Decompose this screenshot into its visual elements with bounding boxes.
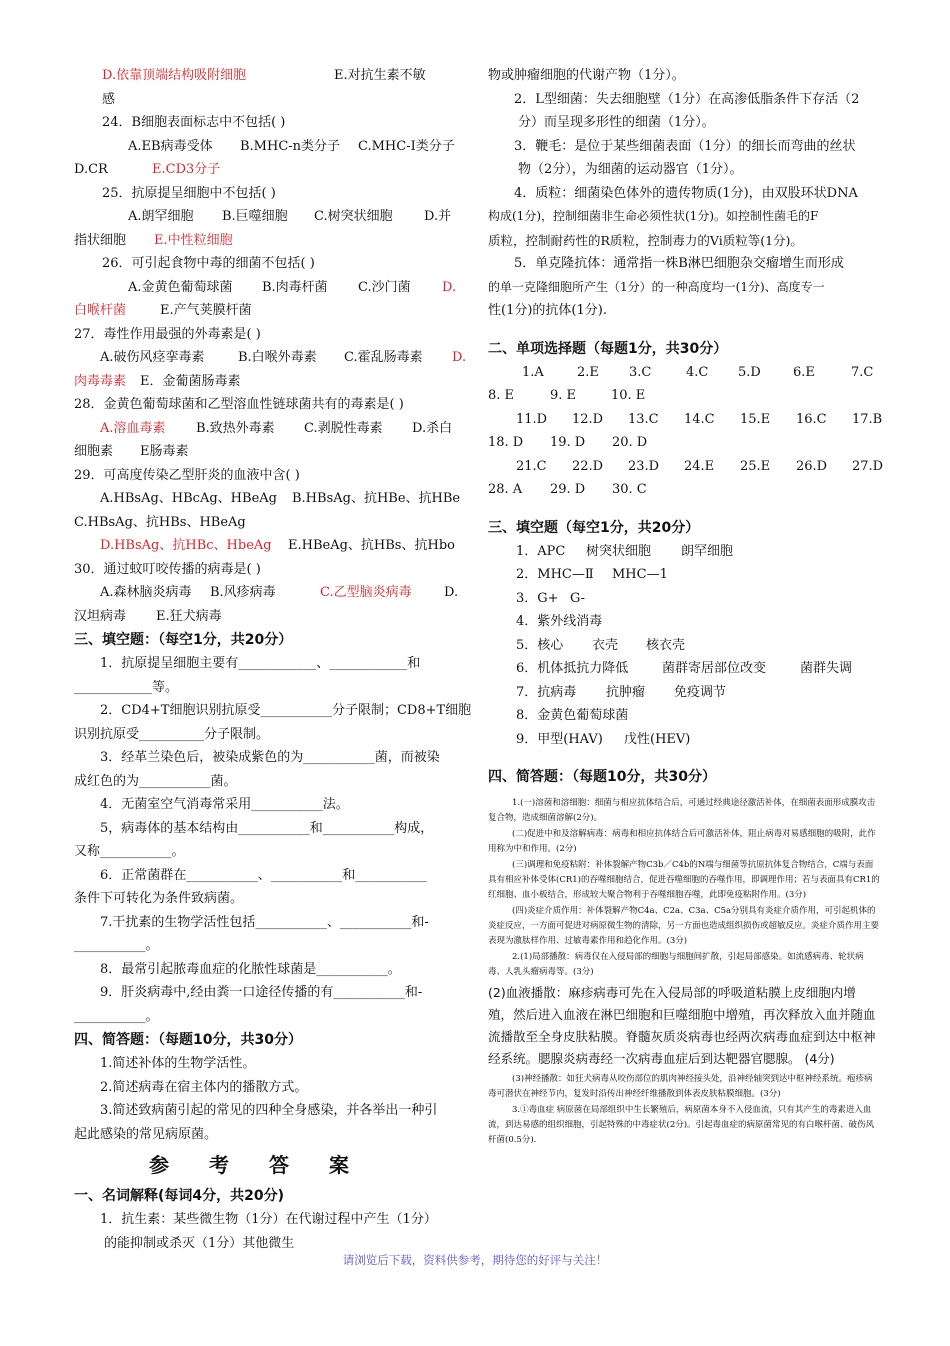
short-question: 1.简述补体的生物学活性。 <box>100 1056 256 1071</box>
fill-line: 4．无菌室空气消毒常采用___________法。 <box>100 797 349 812</box>
short-answer-paragraph: 2.(1)局部播散：病毒仅在入侵局部的细胞与细胞间扩散，引起局部感染。如流感病毒、轮状病毒、人乳头瘤病毒等。(3分) <box>488 952 864 977</box>
fill-answer-row <box>488 563 880 587</box>
q30-option-c: C.乙型脑炎病毒 <box>320 585 412 600</box>
q26-option-d-cont: 白喉杆菌 <box>74 303 127 318</box>
q26-stem: 26．可引起食物中毒的细菌不包括( ) <box>102 256 315 271</box>
fill-answer: 树突状细胞 <box>586 543 652 559</box>
q23-option-d: D.依靠顶端结构吸附细胞 <box>102 68 247 83</box>
fill-line: 3．经革兰染色后，被染成紫色的为___________菌，而被染 <box>100 750 440 765</box>
fill-answer-row <box>488 681 880 705</box>
q28-options <box>74 417 464 441</box>
mc-answer: 1.A <box>522 364 544 380</box>
footer-note: 请浏览后下载，资料供参考，期待您的好评与关注！ <box>342 1253 608 1267</box>
fill-line: 8．最常引起脓毒血症的化脓性球菌是___________。 <box>100 961 401 977</box>
mc-answer: 2.E <box>577 364 599 380</box>
mc-answer: 23.D <box>628 458 660 474</box>
mc-answer: 30. C <box>612 482 647 497</box>
fill-answer: MHC—1 <box>612 567 668 582</box>
left-column <box>74 64 472 1255</box>
q29-option-a: A.HBsAg、HBcAg、HBeAg <box>100 491 277 506</box>
fill-line: 2．CD4+T细胞识别抗原受___________分子限制；CD8+T细胞 <box>100 703 472 718</box>
fill-line: ___________。 <box>74 938 159 953</box>
short-answer-paragraph: 3.①毒血症 病原菌在局部组织中生长繁殖后，病原菌本身不入侵血流，只有其产生的毒素进入血流，到达易感的组织细胞，引起特殊的中毒症状(2分)。引起毒血症的病原菌常见的有白喉杆菌、破伤风杆菌(0.5分). <box>488 1105 875 1145</box>
q26-option-c: C.沙门菌 <box>358 279 411 295</box>
answer-term-section-title: 一、名词解释(每词4分，共20分) <box>74 1188 285 1204</box>
fill-answer: 8．金黄色葡萄球菌 <box>516 708 629 723</box>
answer-term-line: 1．抗生素：某些微生物（1分）在代谢过程中产生（1分） <box>100 1212 437 1227</box>
q26-option-e: E.产气荚膜杆菌 <box>160 303 252 318</box>
fill-line: 条件下可转化为条件致病菌。 <box>74 891 244 906</box>
mc-answer: 21.C <box>516 458 547 474</box>
answer-term-line: 3．鞭毛：是位于某些细菌表面（1分）的细长而弯曲的丝状 <box>514 138 856 154</box>
fill-answer: 戊性(HEV) <box>624 731 691 747</box>
short-answer-paragraph: (二)促进中和及溶解病毒：病毒和相应抗体结合后可激活补体，阻止病毒对易感细胞的吸附，此作用称为中和作用。(2分) <box>488 829 876 854</box>
fill-answer-row <box>488 728 880 752</box>
q25-option-b: B.巨噬细胞 <box>222 209 288 224</box>
q30-option-b: B.风疹病毒 <box>210 585 276 600</box>
q24-options-2 <box>74 158 464 182</box>
mc-answer-row <box>488 431 880 455</box>
short-answer-paragraph: (三)调理和免疫粘附：补体裂解产物C3b／C4b的N端与细菌等抗原抗体复合物结合，C端与表面具有相应补体受体(CR1)的吞噬细胞结合，促进吞噬细胞的吞噬作用，即调理作用；若与表面具有CR1的红细胞、血小板结合，形成较大聚合物利于吞噬细胞吞噬，此即免疫粘附作用。(3分) <box>488 860 880 900</box>
mc-answer-row <box>488 455 884 479</box>
q28-option-e: E肠毒素 <box>140 444 189 459</box>
q25-option-a: A.朗罕细胞 <box>128 209 194 224</box>
q24-option-d: D.CR <box>74 162 108 177</box>
q28-option-d: D.杀白 <box>412 420 453 436</box>
mc-answer: 17.B <box>852 411 883 427</box>
fill-answer: 1．APC <box>516 543 566 559</box>
fill-answer-row <box>488 657 880 681</box>
mc-answer: 14.C <box>684 411 715 427</box>
mc-answer: 19. D <box>550 435 586 450</box>
q25-option-d: D.并 <box>424 209 452 224</box>
q29-stem: 29．可高度传染乙型肝炎的血液中含( ) <box>74 467 300 483</box>
q28-stem: 28．金黄色葡萄球菌和乙型溶血性链球菌共有的毒素是( ) <box>74 397 404 412</box>
q29-options <box>74 487 464 511</box>
fill-answer: 3．G+ <box>516 590 559 606</box>
q28-option-a: A.溶血毒素 <box>100 420 166 436</box>
fill-answer: 衣壳 <box>592 637 619 653</box>
short-answer-key-title: 四、简答题：（每题10分，共30分） <box>488 769 716 785</box>
fill-answer: 菌群失调 <box>800 661 853 676</box>
q24-options <box>74 135 464 159</box>
q28-option-d-cont: 细胞素 <box>74 444 114 459</box>
fill-answer: 2．MHC—Ⅱ <box>516 567 594 582</box>
mc-answer: 11.D <box>516 411 548 427</box>
mc-answer: 10. E <box>611 388 646 403</box>
mc-answer: 7.C <box>851 364 874 380</box>
answer-term-line: 分）而呈现多形性的细菌（1分）。 <box>518 115 715 130</box>
fill-section-title: 三、填空题：（每空1分，共20分） <box>74 632 293 648</box>
fill-answer-row <box>488 540 880 564</box>
q23-option-e: E.对抗生素不敏 <box>334 68 426 83</box>
short-answer-paragraph-large: (2)血液播散：麻疹病毒可先在入侵局部的呼吸道粘膜上皮细胞内增殖，然后进入血液在淋巴细胞和巨噬细胞中增殖，再次释放入血并随血流播散至全身皮肤粘膜。脊髓灰质炎病毒也经两次病毒血症到达中枢神经系统。腮腺炎病毒经一次病毒血症后到达靶器官腮腺。 (4分) <box>488 985 876 1066</box>
mc-answer: 28. A <box>488 482 523 497</box>
mc-answer: 29. D <box>550 482 586 497</box>
short-answer-paragraph: 1.(一)溶菌和溶细胞：细菌与相应抗体结合后，可通过经典途径激活补体，在细菌表面形成膜攻击复合物，造成细菌溶解(2分)。 <box>488 798 876 823</box>
q26-option-d: D. <box>442 279 457 295</box>
q24-stem: 24．B细胞表面标志中不包括( ) <box>102 115 286 130</box>
q30-option-e: E.狂犬病毒 <box>156 608 222 624</box>
answer-key-title: 参考答案 <box>149 1153 389 1177</box>
answer-term-line: 性(1分)的抗体(1分). <box>488 303 607 318</box>
mc-answer: 26.D <box>796 458 828 474</box>
fill-answer: 5．核心 <box>516 637 564 653</box>
q29-option-e: E.HBeAg、抗HBs、抗Hbo <box>288 538 455 553</box>
short-answer-paragraph: (四)炎症介质作用：补体裂解产物C4a、C2a、C3a、C5a分别具有炎症介质作用，可引起机体的炎症反应，一方面可促进对病原微生物的清除，另一方面也造成组织损伤或超敏反应。炎症介质作用主要表现为激肽样作用、过敏毒素作用和趋化作用。(3分) <box>488 906 880 946</box>
mc-answer-row <box>488 478 880 502</box>
fill-line: 1．抗原提呈细胞主要有____________、____________和 <box>100 656 421 671</box>
mc-answer-section-title: 二、单项选择题（每题1分，共30分） <box>488 340 728 357</box>
mc-answer: 12.D <box>572 411 604 427</box>
q25-stem: 25．抗原提呈细胞中不包括( ) <box>102 185 276 201</box>
right-column <box>488 64 884 1149</box>
fill-answer-row <box>488 634 880 658</box>
q29-option-c: C.HBsAg、抗HBs、HBeAg <box>74 514 246 530</box>
fill-answer: 抗肿瘤 <box>606 684 646 700</box>
mc-answer: 4.C <box>686 364 709 380</box>
q30-stem: 30．通过蚊叮咬传播的病毒是( ) <box>74 561 261 577</box>
fill-line: ___________。 <box>74 1008 159 1024</box>
q25-option-c: C.树突状细胞 <box>314 209 393 224</box>
fill-line: 9．肝炎病毒中,经由粪一口途径传播的有___________和- <box>100 985 423 1000</box>
short-question: 3.简述致病菌引起的常见的四种全身感染，并各举出一种引 <box>100 1103 438 1118</box>
mc-answer: 15.E <box>740 411 771 427</box>
short-answer-paragraph: (3)神经播散：如狂犬病毒从咬伤部位的肌肉神经接头处，沿神经轴突到达中枢神经系统。疱疹病毒可潜伏在神经节内，复发时沿传出神经纤维播散到体表皮肤粘膜细胞。(3分) <box>488 1074 873 1099</box>
fill-line: 7.干扰素的生物学活性包括___________、___________和- <box>100 914 429 930</box>
q27-option-b: B.白喉外毒素 <box>238 350 317 365</box>
q30-option-a: A.森林脑炎病毒 <box>100 585 192 600</box>
fill-line: ____________等。 <box>74 679 179 695</box>
mc-answer: 13.C <box>628 411 659 427</box>
fill-answer: 9．甲型(HAV) <box>516 731 603 747</box>
q24-option-e: E.CD3分子 <box>152 162 221 177</box>
q26-options <box>74 276 464 300</box>
fill-line: 成红色的为___________菌。 <box>74 773 237 789</box>
fill-answer: G- <box>570 590 586 606</box>
fill-answer: 免疫调节 <box>674 684 727 700</box>
q25-options <box>74 205 464 229</box>
fill-answer: 6．机体抵抗力降低 <box>516 661 629 676</box>
q30-option-d: D. <box>444 585 459 600</box>
fill-line: 识别抗原受__________分子限制。 <box>74 726 270 742</box>
q27-option-c: C.霍乱肠毒素 <box>344 350 423 365</box>
mc-answer: 27.D <box>852 458 884 474</box>
q27-option-d-cont: 肉毒毒素 <box>74 373 127 389</box>
fill-answer-row <box>488 587 880 611</box>
fill-answer: 核衣壳 <box>646 637 686 653</box>
q28-options-2 <box>74 440 464 464</box>
q24-option-c: C.MHC-I类分子 <box>358 138 455 154</box>
mc-answer: 9. E <box>550 388 577 403</box>
mc-answer: 5.D <box>738 364 761 380</box>
fill-answer-row <box>488 610 880 634</box>
q25-option-e: E.中性粒细胞 <box>154 232 233 248</box>
q29-option-d: D.HBsAg、抗HBc、HbeAg <box>100 538 272 553</box>
mc-answer: 6.E <box>793 364 815 380</box>
q26-options-2 <box>74 299 464 323</box>
answer-term-line: 的单一克隆细胞所产生（1分）的一种高度均一(1分)、高度专一 <box>488 279 825 294</box>
q30-option-d-cont: 汉坦病毒 <box>74 608 127 624</box>
mc-answer-row <box>488 408 883 432</box>
q30-options <box>74 581 464 605</box>
answer-term-line: 的能抑制或杀灭（1分）其他微生 <box>104 1235 295 1251</box>
answer-term-line: 2．L型细菌：失去细胞壁（1分）在高渗低脂条件下存活（2 <box>514 91 860 107</box>
q28-option-c: C.剥脱性毒素 <box>304 420 383 436</box>
fill-answer: 7．抗病毒 <box>516 684 577 700</box>
q27-option-d: D. <box>452 350 467 365</box>
q24-option-b: B.MHC-n类分子 <box>240 138 341 154</box>
mc-answer: 24.E <box>684 458 715 474</box>
q24-option-a: A.EB病毒受体 <box>128 138 213 154</box>
q26-option-a: A.金黄色葡萄球菌 <box>128 279 233 295</box>
q27-stem: 27．毒性作用最强的外毒素是( ) <box>74 326 261 342</box>
answer-term-line: 物或肿瘤细胞的代谢产物（1分）。 <box>488 68 685 83</box>
fill-answer: 菌群寄居部位改变 <box>662 661 767 676</box>
answer-term-line: 构成(1分)，控制细菌非生命必须性状(1分)。如控制性菌毛的F <box>488 209 819 223</box>
answer-term-line: 5．单克隆抗体：通常指一株B淋巴细胞杂交瘤增生而形成 <box>514 256 844 271</box>
mc-answer: 3.C <box>629 364 652 380</box>
fill-line: 5，病毒体的基本结构由___________和___________构成， <box>100 820 434 836</box>
short-answer-section-title: 四、简答题：（每题10分，共30分） <box>74 1032 302 1048</box>
q30-options-2 <box>74 605 464 629</box>
q23-option-e-cont: 感 <box>102 91 116 107</box>
fill-line: 又称___________。 <box>74 844 185 859</box>
q27-options <box>74 346 467 370</box>
answer-term-line: 4．质粒：细菌染色体外的遗传物质(1分)，由双股环状DNA <box>514 185 858 201</box>
mc-answer-row <box>488 361 880 385</box>
q23-line <box>74 64 464 88</box>
q29-option-b: B.HBsAg、抗HBe、抗HBe <box>292 491 461 506</box>
mc-answer-row <box>488 384 880 408</box>
short-question: 2.简述病毒在宿主体内的播散方式。 <box>100 1079 308 1095</box>
short-question: 起此感染的常见病原菌。 <box>74 1126 218 1142</box>
q28-option-b: B.致热外毒素 <box>196 420 275 436</box>
q27-option-e: E．金葡菌肠毒素 <box>140 373 241 389</box>
mc-answer: 18. D <box>488 435 524 450</box>
mc-answer: 8. E <box>488 388 515 403</box>
q29-options-2 <box>74 534 464 558</box>
mc-answer: 25.E <box>740 458 771 474</box>
q27-option-a: A.破伤风痉挛毒素 <box>100 350 205 365</box>
fill-answer: 朗罕细胞 <box>681 543 734 559</box>
q25-option-d-cont: 指状细胞 <box>74 232 127 248</box>
mc-answer: 20. D <box>612 435 648 450</box>
mc-answer: 16.C <box>796 411 827 427</box>
fill-answer: 4．紫外线消毒 <box>516 614 603 629</box>
fill-line: 6．正常菌群在___________、___________和___________ <box>100 867 427 883</box>
q25-options-2 <box>74 229 464 253</box>
fill-answer-section-title: 三、填空题（每空1分，共20分） <box>488 519 700 536</box>
answer-term-line: 质粒，控制耐药性的R质粒，控制毒力的Vi质粒等(1分)。 <box>488 232 803 248</box>
fill-answer-row <box>488 704 880 728</box>
mc-answer: 22.D <box>572 458 604 474</box>
answer-term-line: 物（2分），为细菌的运动器官（1分）。 <box>518 162 743 177</box>
q27-options-2 <box>74 370 464 394</box>
q26-option-b: B.肉毒杆菌 <box>262 279 328 295</box>
